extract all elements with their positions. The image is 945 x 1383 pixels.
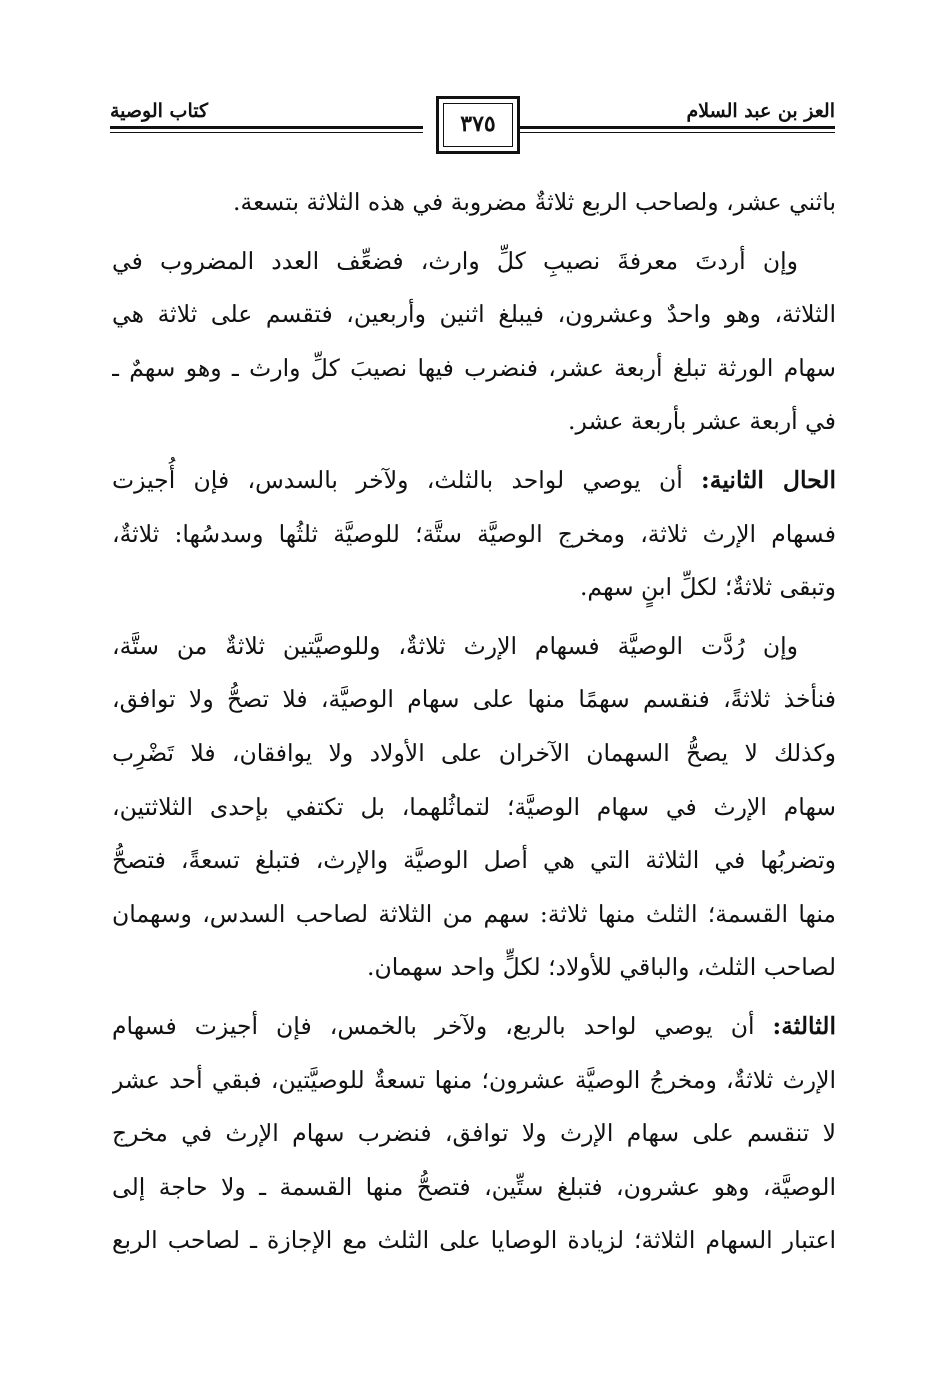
text-line: فنأخذ ثلاثةً، فنقسم سهمًا منها على سهام الوصيَّة، فلا تصحُّ ولا توافق،: [112, 685, 836, 714]
text-line: الوصيَّة، وهو عشرون، فتبلغ ستِّين، فتصحُّ منها القسمة ـ ولا حاجة إلى: [112, 1172, 836, 1201]
section-heading: الحال الثانية:: [701, 465, 836, 494]
header-rule-right: [518, 126, 835, 129]
text-line: وإن رُدَّت الوصيَّة فسهام الإرث ثلاثةٌ، وللوصيَّتين ثلاثةٌ من ستَّة،: [112, 631, 798, 660]
paragraph: [112, 235, 836, 449]
page-body: [112, 176, 836, 1268]
text-run: أن يوصي لواحد بالثلث، ولآخر بالسدس، فإن أُجيزت: [112, 465, 702, 494]
page-number-frame: [436, 96, 520, 154]
text-line: وكذلك لا يصحُّ السهمان الآخران على الأولاد ولا يوافقان، فلا تَضْرِب: [112, 738, 836, 767]
text-line: لا تنقسم على سهام الإرث ولا توافق، فنضرب سهام الإرث في مخرج: [112, 1119, 836, 1148]
page-number: ٣٧٥: [460, 111, 496, 137]
text-line: سهام الورثة تبلغ أربعة عشر، فنضرب فيها نصيبَ كلِّ وارث ـ وهو سهمٌ ـ: [112, 353, 836, 382]
text-line: باثني عشر، ولصاحب الربع ثلاثةٌ مضروبة في هذه الثلاثة بتسعة.: [233, 188, 836, 216]
running-head-author: العز بن عبد السلام: [686, 100, 835, 122]
text-line: [112, 454, 836, 508]
running-head-chapter: كتاب الوصية: [110, 100, 209, 122]
paragraph: [112, 454, 836, 615]
text-line: وتضربُها في الثلاثة التي هي أصل الوصيَّة والإرث، فتبلغ تسعةً، فتصحُّ: [112, 846, 836, 875]
text-line: سهام الإرث في سهام الوصيَّة؛ لتماثُلهما، بل تكتفي بإحدى الثلاثتين،: [112, 792, 836, 821]
paragraph: [112, 176, 836, 230]
text-line: منها القسمة؛ الثلث منها ثلاثة: سهم من الثلاثة لصاحب السدس، وسهمان: [112, 899, 836, 928]
text-line: اعتبار السهام الثلاثة؛ لزيادة الوصايا على الثلث مع الإجازة ـ لصاحب الربع: [112, 1226, 836, 1255]
text-line: [112, 1000, 836, 1054]
paragraph: [112, 620, 836, 995]
text-line: وإن أردتَ معرفةَ نصيبِ كلِّ وارث، فضعِّف العدد المضروب في: [112, 246, 798, 275]
text-line: الإرث ثلاثةٌ، ومخرجُ الوصيَّة عشرون؛ منها تسعةٌ للوصيَّتين، فبقي أحد عشر: [112, 1065, 836, 1094]
section-heading: الثالثة:: [772, 1011, 836, 1040]
paragraph: [112, 1000, 836, 1268]
text-line: وتبقى ثلاثةٌ؛ لكلِّ ابنٍ سهم.: [579, 573, 836, 602]
page-header: [110, 86, 835, 166]
text-line: فسهام الإرث ثلاثة، ومخرج الوصيَّة ستَّة؛ للوصيَّة ثلثُها وسدسُها: ثلاثةٌ،: [112, 519, 836, 548]
text-line: في أربعة عشر بأربعة عشر.: [568, 407, 836, 436]
text-line: لصاحب الثلث، والباقي للأولاد؛ لكلٍّ واحد سهمان.: [367, 953, 836, 982]
text-run: أن يوصي لواحد بالربع، ولآخر بالخمس، فإن أجيزت فسهام: [112, 1011, 773, 1040]
header-rule-left: [110, 126, 423, 129]
text-line: الثلاثة، وهو واحدٌ وعشرون، فيبلغ اثنين وأربعين، فتقسم على ثلاثة هي: [112, 300, 836, 329]
